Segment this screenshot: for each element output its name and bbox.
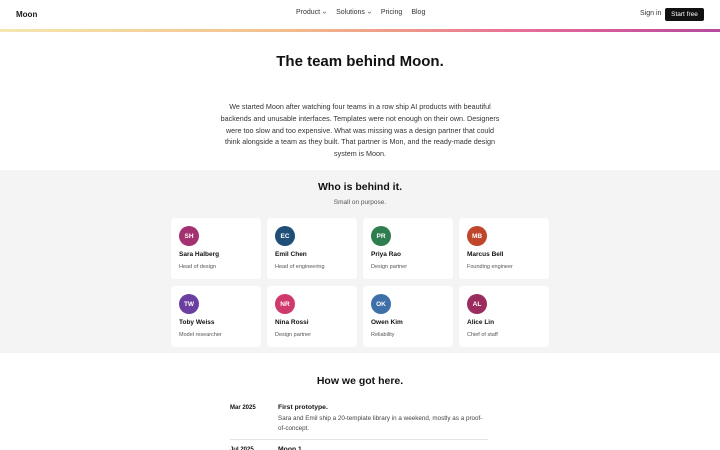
member-role: Founding engineer bbox=[467, 264, 513, 270]
avatar: AL bbox=[467, 294, 487, 314]
timeline-section-title: How we got here. bbox=[316, 375, 404, 387]
member-name: Sara Halberg bbox=[179, 251, 220, 258]
nav-item-label: Product bbox=[296, 9, 321, 16]
team-member-card bbox=[363, 286, 453, 347]
avatar: PR bbox=[371, 226, 391, 246]
team-member-card bbox=[459, 218, 549, 279]
chevron-down-icon bbox=[322, 10, 327, 15]
gradient-divider bbox=[0, 29, 720, 32]
avatar: MB bbox=[467, 226, 487, 246]
nav-menu bbox=[296, 9, 425, 16]
member-role: Model researcher bbox=[179, 332, 222, 338]
team-section-subtitle: Small on purpose. bbox=[333, 199, 387, 206]
nav-item-pricing[interactable] bbox=[381, 8, 402, 16]
team-section-title: Who is behind it. bbox=[318, 181, 402, 193]
nav-item-solutions[interactable] bbox=[336, 9, 372, 16]
nav-item-label: Solutions bbox=[336, 9, 365, 16]
avatar: TW bbox=[179, 294, 199, 314]
timeline-date: Jul 2025 bbox=[230, 447, 254, 450]
nav-item-label: Pricing bbox=[380, 8, 403, 16]
member-role: Design partner bbox=[371, 264, 408, 270]
member-name: Emil Chen bbox=[275, 251, 307, 258]
team-member-card bbox=[459, 286, 549, 347]
top-navigation bbox=[0, 0, 720, 30]
timeline-divider bbox=[230, 439, 488, 440]
nav-item-product[interactable] bbox=[296, 9, 327, 16]
member-name: Priya Rao bbox=[371, 251, 401, 258]
member-name: Marcus Bell bbox=[467, 251, 504, 258]
hero-paragraph: We started Moon after watching four teams in a row ship AI products with beautiful backends and unusable interfaces. Templates were not enough on their own. Designers were too slow and too expensive. What was missing was a design partner that could think alongside a team as they built. That partner is Mon, and the ready-made design system is Moon. bbox=[220, 102, 500, 159]
member-role: Reliability bbox=[371, 332, 395, 338]
logo[interactable]: Moon bbox=[16, 10, 38, 19]
start-free-button[interactable]: Start free bbox=[665, 8, 704, 21]
member-name: Alice Lin bbox=[467, 319, 495, 326]
team-member-card bbox=[363, 218, 453, 279]
sign-in-link[interactable]: Sign in bbox=[640, 10, 662, 17]
avatar: OK bbox=[371, 294, 391, 314]
member-name: Owen Kim bbox=[371, 319, 403, 326]
timeline-heading: Moon 1. bbox=[278, 446, 304, 450]
team-member-card bbox=[171, 218, 261, 279]
member-role: Head of engineering bbox=[275, 264, 325, 270]
team-member-card bbox=[267, 286, 357, 347]
timeline-heading: First prototype. bbox=[278, 404, 328, 411]
chevron-down-icon bbox=[367, 10, 372, 15]
nav-item-label: Blog bbox=[411, 8, 426, 16]
team-section bbox=[0, 170, 720, 353]
member-name: Nina Rossi bbox=[275, 319, 309, 326]
team-member-card bbox=[171, 286, 261, 347]
member-name: Toby Weiss bbox=[179, 319, 215, 326]
team-member-card bbox=[267, 218, 357, 279]
nav-item-blog[interactable] bbox=[411, 8, 425, 16]
avatar: SH bbox=[179, 226, 199, 246]
member-role: Design partner bbox=[275, 332, 312, 338]
avatar: NR bbox=[275, 294, 295, 314]
timeline-description: Sara and Emil ship a 20-template library in a weekend, mostly as a proof-of-concept. bbox=[278, 415, 483, 432]
avatar: EC bbox=[275, 226, 295, 246]
member-role: Head of design bbox=[179, 264, 216, 270]
page-title: The team behind Moon. bbox=[276, 53, 444, 70]
timeline-date: Mar 2025 bbox=[230, 405, 256, 411]
member-role: Chief of staff bbox=[467, 332, 498, 338]
